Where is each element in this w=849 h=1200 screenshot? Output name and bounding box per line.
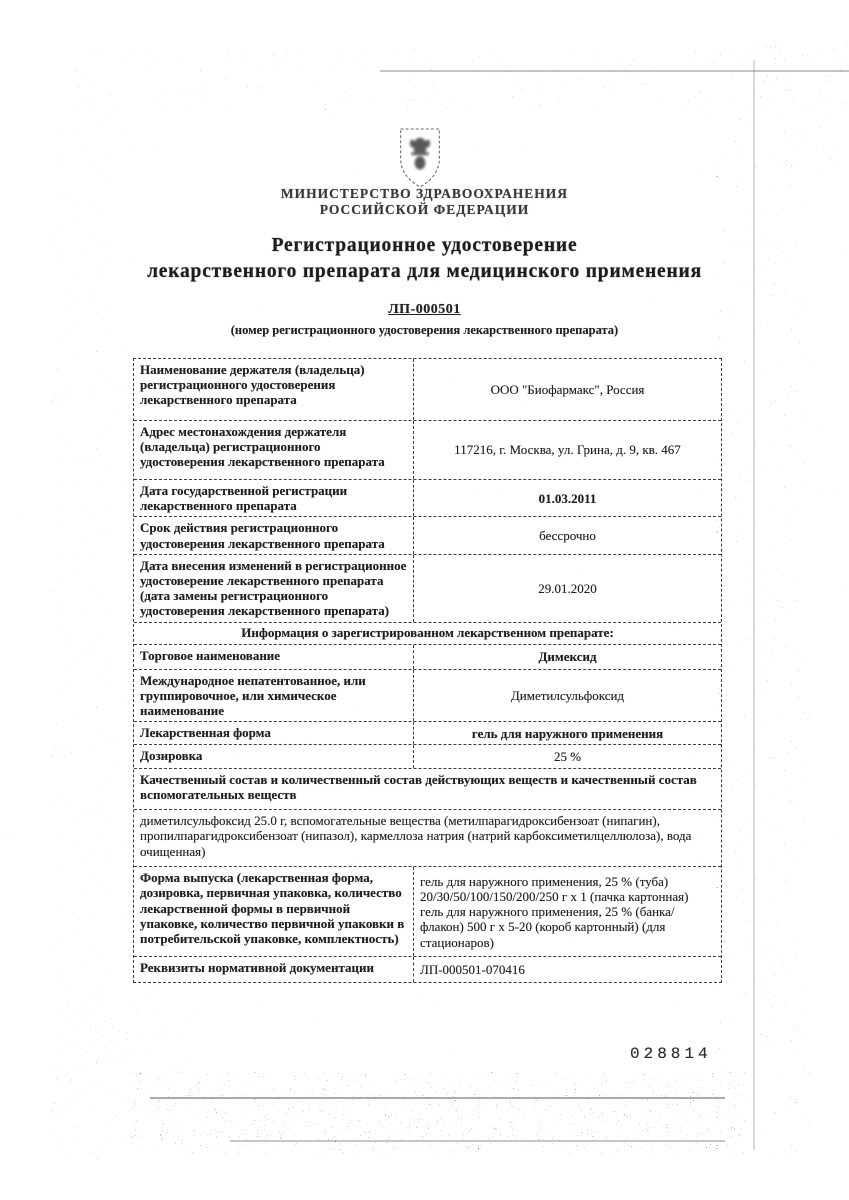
ministry-line1: МИНИСТЕРСТВО ЗДРАВООХРАНЕНИЯ [280, 186, 569, 201]
table-row [134, 768, 721, 809]
table-row [134, 866, 721, 956]
certificate-table [133, 358, 722, 983]
row-label: Форма выпуска (лекарственная форма, дозировка, первичная упаковка, количество лекарственной формы в первичной упаковке, количество первичной упаковки в потребительской упаковке, комплектность) [134, 867, 414, 956]
section-header: Информация о зарегистрированном лекарственном препарате: [241, 624, 614, 640]
ministry-line2: РОССИЙСКОЙ ФЕДЕРАЦИИ [319, 202, 530, 217]
table-row [134, 721, 721, 744]
coat-of-arms-icon [391, 126, 449, 190]
row-label: Дата государственной регистрации лекарственного препарата [134, 480, 414, 516]
row-label: Срок действия регистрационного удостоверения лекарственного препарата [134, 517, 414, 553]
table-row [134, 809, 721, 866]
row-value: Диметилсульфоксид [510, 687, 625, 703]
full-width-text: диметилсульфоксид 25.0 г, вспомогательные вещества (метилпарагидроксибензоат (нипагин), пропилпарагидроксибензоат (нипазол), кармеллоза натрия (натрий карбоксиметилцеллюлоза), вода очищенная) [140, 813, 692, 859]
row-value: Димексид [538, 649, 597, 665]
full-width-text: Качественный состав и количественный состав действующих веществ и качественный состав вспомогательных веществ [140, 772, 697, 803]
row-label: Торговое наименование [134, 645, 414, 669]
row-value: ООО "Биофармакс", Россия [490, 381, 645, 397]
table-row [134, 644, 721, 669]
row-label: Наименование держателя (владельца) регистрационного удостоверения лекарственного препарата [134, 359, 414, 420]
row-label: Реквизиты нормативной документации [134, 957, 414, 982]
row-value: гель для наружного применения [471, 725, 664, 741]
serial-number: 028814 [630, 1045, 712, 1063]
table-row [134, 956, 721, 982]
table-row [134, 554, 721, 622]
row-label: Адрес местонахождения держателя (владельца) регистрационного удостоверения лекарственного препарата [134, 421, 414, 479]
row-label: Дата внесения изменений в регистрационное удостоверение лекарственного препарата (дата замены регистрационного удостоверения лекарственного препарата) [134, 555, 414, 622]
table-row [134, 744, 721, 768]
row-value: ЛП-000501-070416 [420, 962, 525, 978]
table-row [134, 420, 721, 479]
row-label: Дозировка [134, 745, 414, 768]
row-value: 29.01.2020 [538, 580, 597, 596]
registration-number: ЛП-000501 [388, 302, 461, 317]
row-value: бессрочно [539, 528, 596, 543]
document-title-line1: Регистрационное удостоверение [271, 235, 578, 256]
document-title-line2: лекарственного препарата для медицинского применения [147, 261, 702, 282]
document-title [0, 233, 849, 285]
row-label: Лекарственная форма [134, 722, 414, 744]
table-row [134, 479, 721, 516]
registration-number-caption: (номер регистрационного удостоверения лекарственного препарата) [230, 323, 619, 337]
row-value: 117216, г. Москва, ул. Грина, д. 9, кв. 467 [454, 442, 681, 458]
row-value: 01.03.2011 [538, 490, 597, 506]
row-label: Международное непатентованное, или группировочное, или химическое наименование [134, 670, 414, 722]
table-row [134, 669, 721, 722]
table-row [134, 622, 721, 644]
ministry-name [0, 186, 849, 218]
row-value: 25 % [553, 749, 582, 765]
table-row [134, 359, 721, 420]
row-value: гель для наружного применения, 25 % (туба) 20/30/50/100/150/200/250 г х 1 (пачка картонная) гель для наружного применения, 25 % (банка/флакон) 500 г х 5-20 (короб картонный) (для стационаров) [420, 873, 689, 950]
table-row [134, 516, 721, 553]
